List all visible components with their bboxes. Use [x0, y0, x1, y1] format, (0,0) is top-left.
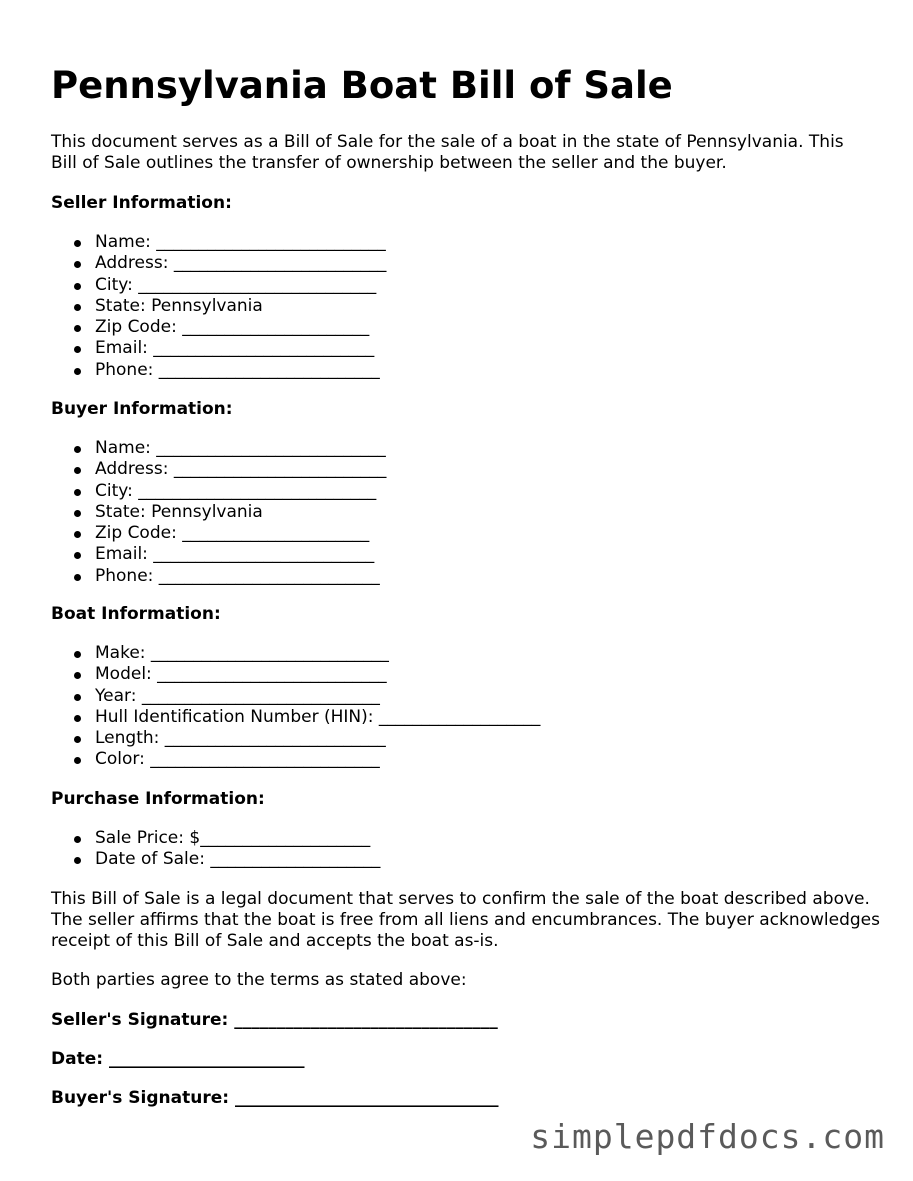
buyer-address-field: Address: _________________________ [51, 459, 386, 480]
boat-length-field: Length: __________________________ [51, 728, 540, 749]
boat-hin-field: Hull Identification Number (HIN): ___________________ [51, 707, 540, 728]
agreement-paragraph: Both parties agree to the terms as stated above: [51, 970, 467, 990]
seller-email-field: Email: __________________________ [51, 338, 386, 359]
boat-fields-list [51, 643, 540, 771]
watermark: simplepdfdocs.com [530, 1117, 885, 1156]
boat-section-heading: Boat Information: [51, 604, 221, 624]
buyer-city-field: City: ____________________________ [51, 481, 386, 502]
seller-state-field: State: Pennsylvania [51, 296, 386, 317]
seller-city-field: City: ____________________________ [51, 275, 386, 296]
seller-fields-list [51, 232, 386, 381]
boat-model-field: Model: ___________________________ [51, 664, 540, 685]
sale-price-field: Sale Price: $____________________ [51, 828, 380, 849]
buyer-phone-field: Phone: __________________________ [51, 566, 386, 587]
document-title: Pennsylvania Boat Bill of Sale [51, 64, 673, 107]
buyer-email-field: Email: __________________________ [51, 544, 386, 565]
seller-signature-line: Seller's Signature: _______________________________ [51, 1010, 498, 1030]
intro-paragraph: This document serves as a Bill of Sale for the sale of a boat in the state of Pennsylvania. This Bill of Sale outlines the transfer of ownership between the seller and the buyer. [51, 132, 844, 173]
buyer-state-field: State: Pennsylvania [51, 502, 386, 523]
boat-year-field: Year: ____________________________ [51, 686, 540, 707]
seller-name-field: Name: ___________________________ [51, 232, 386, 253]
buyer-section-heading: Buyer Information: [51, 399, 233, 419]
legal-paragraph: This Bill of Sale is a legal document that serves to confirm the sale of the boat described above. The seller affirms that the boat is free from all liens and encumbrances. The buyer acknowledges receipt of this Bill of Sale and accepts the boat as-is. [51, 889, 880, 951]
buyer-name-field: Name: ___________________________ [51, 438, 386, 459]
purchase-section-heading: Purchase Information: [51, 789, 265, 809]
seller-address-field: Address: _________________________ [51, 253, 386, 274]
buyer-fields-list [51, 438, 386, 587]
date-signature-line: Date: _______________________ [51, 1049, 305, 1069]
buyer-signature-line: Buyer's Signature: _______________________________ [51, 1088, 499, 1108]
seller-section-heading: Seller Information: [51, 193, 232, 213]
sale-date-field: Date of Sale: ____________________ [51, 849, 380, 870]
seller-phone-field: Phone: __________________________ [51, 360, 386, 381]
seller-zip-field: Zip Code: ______________________ [51, 317, 386, 338]
boat-make-field: Make: ____________________________ [51, 643, 540, 664]
buyer-zip-field: Zip Code: ______________________ [51, 523, 386, 544]
purchase-fields-list [51, 828, 380, 871]
boat-color-field: Color: ___________________________ [51, 749, 540, 770]
